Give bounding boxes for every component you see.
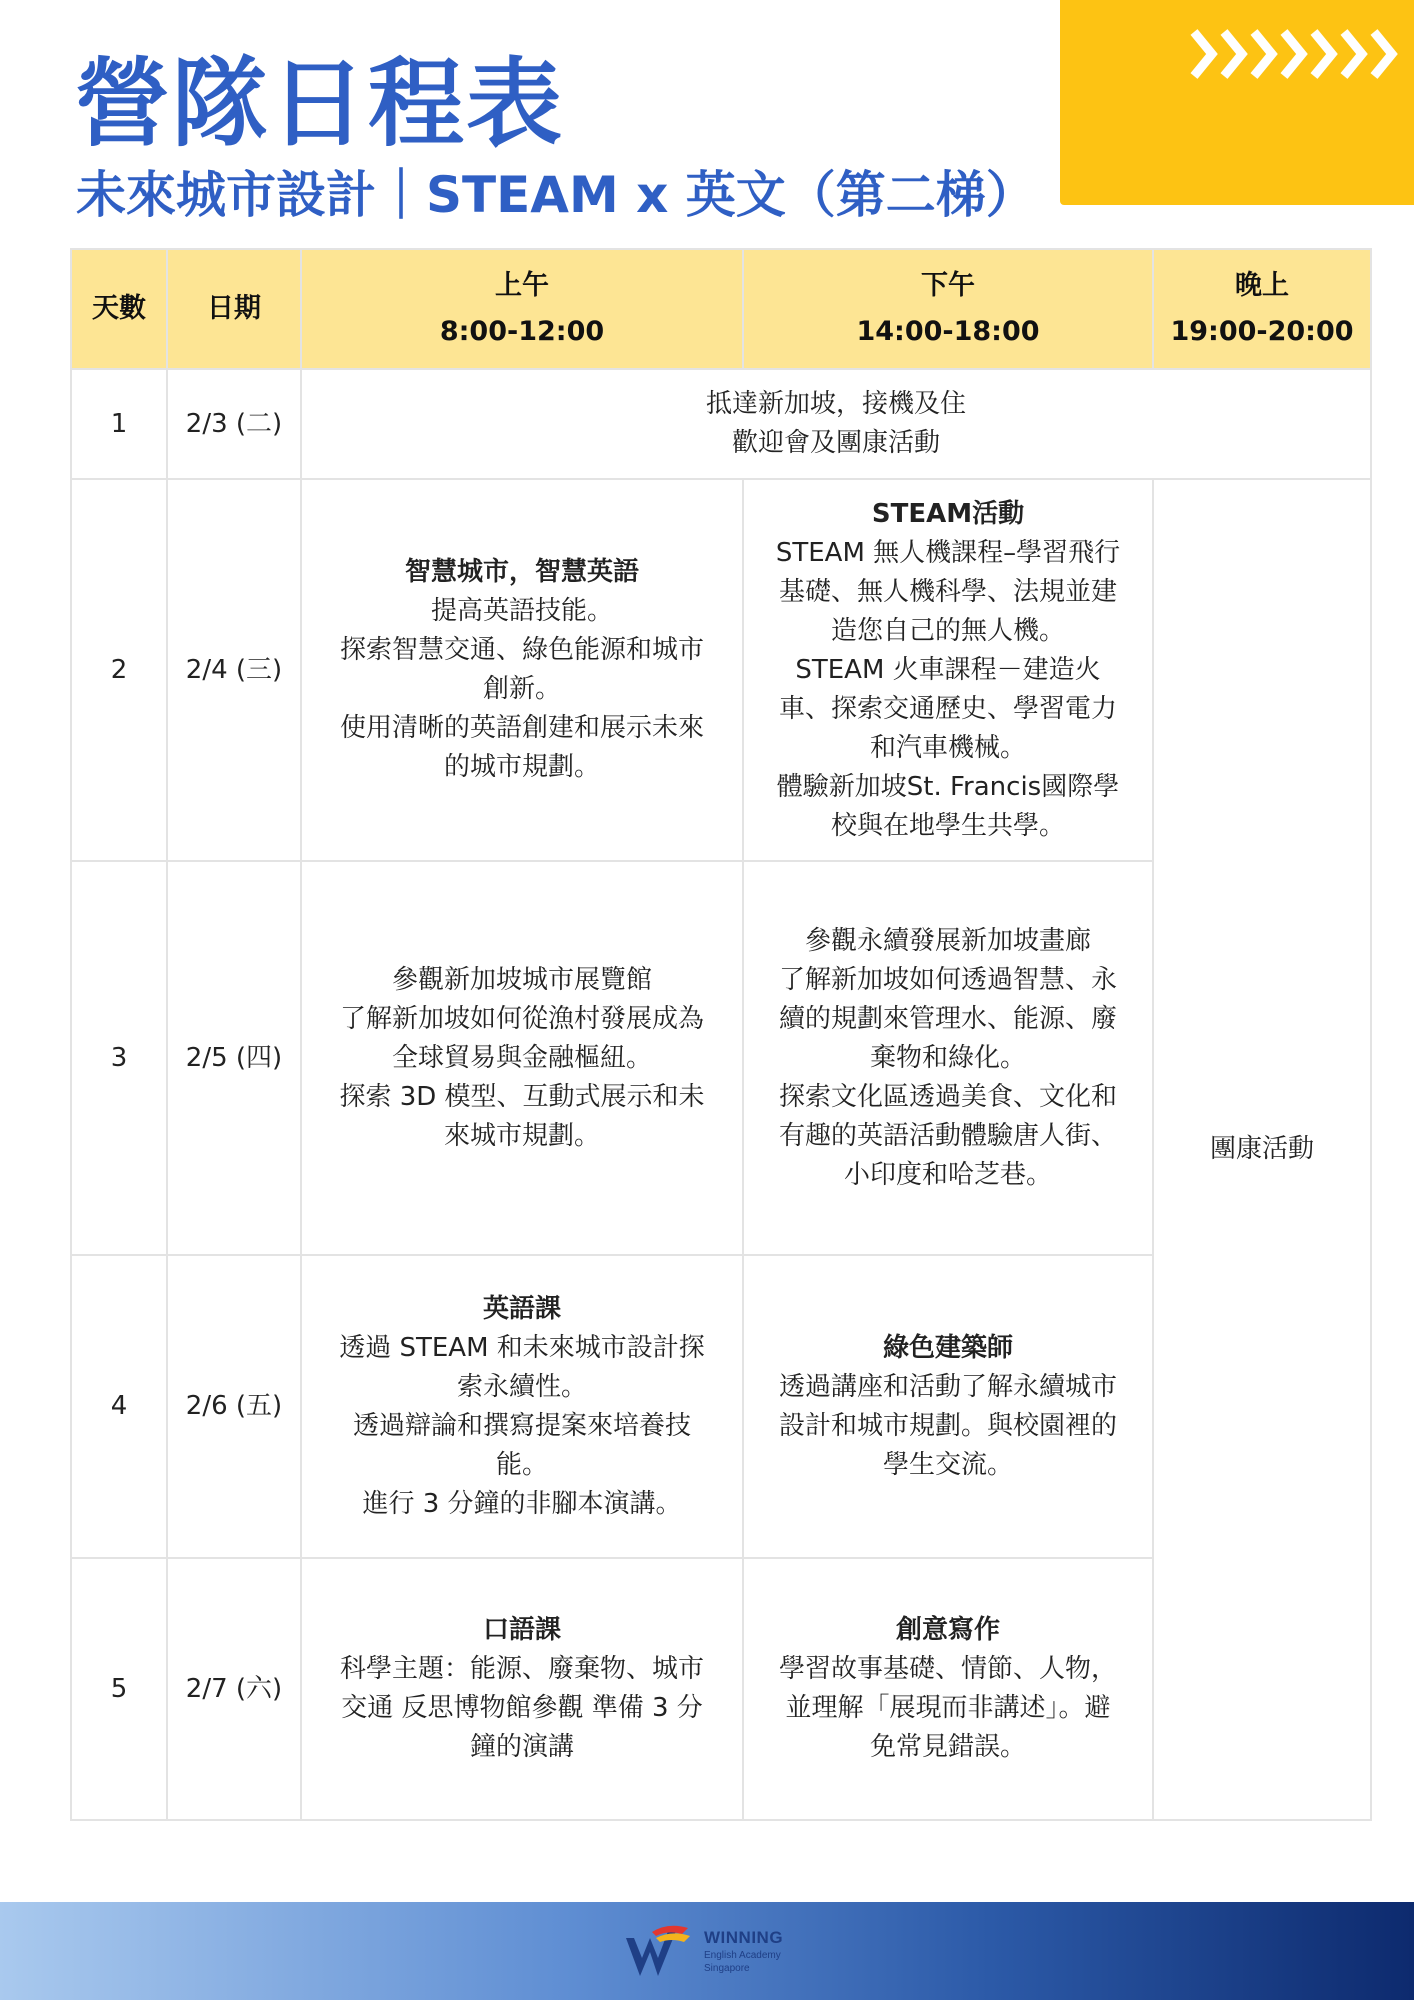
afternoon-cell: STEAM活動 STEAM 無人機課程–學習飛行 基礎、無人機科學、法規並建 造您自己的無人機。 STEAM 火車課程－建造火 車、探索交通歷史、學習電力 和汽車機械。 體驗新加坡St. Francis國際學 校與在地學生共學。 [743,479,1153,861]
column-header-day: 天數 [71,249,167,369]
morning-cell: 參觀新加坡城市展覽館 了解新加坡如何從漁村發展成為 全球貿易與金融樞紐。 探索 3D 模型、互動式展示和未 來城市規劃。 [301,861,743,1255]
logo-name-text: WINNING [704,1928,784,1947]
table-row [71,369,1371,479]
day-cell: 4 [71,1255,167,1558]
page-subtitle: 未來城市設計｜STEAM x 英文（第二梯） [76,166,1036,224]
date-cell: 2/7 (六) [167,1558,301,1820]
page-title: 營隊日程表 [74,48,564,160]
activity-title: 創意寫作 [895,1615,1000,1645]
day-cell: 3 [71,861,167,1255]
date-cell: 2/5 (四) [167,861,301,1255]
date-cell: 2/3 (二) [167,369,301,479]
schedule-table [70,248,1372,1821]
column-header-date: 日期 [167,249,301,369]
date-cell: 2/4 (三) [167,479,301,861]
column-header-morning: 上午 8:00-12:00 [301,249,743,369]
afternoon-cell: 參觀永續發展新加坡畫廊 了解新加坡如何透過智慧、永 續的規劃來管理水、能源、廢 棄物和綠化。 探索文化區透過美食、文化和 有趣的英語活動體驗唐人街、 小印度和哈芝巷。 [743,861,1153,1255]
day-cell: 2 [71,479,167,861]
activity-title: 綠色建築師 [882,1332,1013,1363]
morning-cell: 智慧城市，智慧英語 提高英語技能。 探索智慧交通、綠色能源和城市 創新。 使用清晰的英語創建和展示未來 的城市規劃。 [301,479,743,861]
full-day-cell: 抵達新加坡，接機及住 歡迎會及團康活動 [301,369,1371,479]
afternoon-cell: 綠色建築師 透過講座和活動了解永續城市 設計和城市規劃。與校園裡的 學生交流。 [743,1255,1153,1558]
activity-title: 口語課 [482,1615,561,1645]
activity-title: STEAM活動 [871,498,1025,529]
morning-cell: 口語課 科學主題：能源、廢棄物、城市 交通 反思博物館參觀 準備 3 分 鐘的演講 [301,1558,743,1820]
evening-cell: 團康活動 [1153,479,1371,1820]
day-cell: 1 [71,369,167,479]
logo-location-text: Singapore [704,1963,750,1974]
activity-title: 智慧城市，智慧英語 [404,557,639,587]
column-header-evening: 晚上 19:00-20:00 [1153,249,1371,369]
winning-logo-icon [622,1918,694,1984]
chevron-arrows-icon [1190,26,1414,82]
morning-cell: 英語課 透過 STEAM 和未來城市設計探 索永續性。 透過辯論和撰寫提案來培養技 能。 進行 3 分鐘的非腳本演講。 [301,1255,743,1558]
column-header-afternoon: 下午 14:00-18:00 [743,249,1153,369]
afternoon-cell: 創意寫作 學習故事基礎、情節、人物， 並理解「展現而非講述」。避 免常見錯誤。 [743,1558,1153,1820]
academy-logo [622,1918,802,1984]
logo-subtitle-text: English Academy [704,1950,781,1961]
table-row [71,479,1371,861]
day-cell: 5 [71,1558,167,1820]
date-cell: 2/6 (五) [167,1255,301,1558]
activity-title: 英語課 [482,1293,561,1324]
table-header-row [71,249,1371,369]
